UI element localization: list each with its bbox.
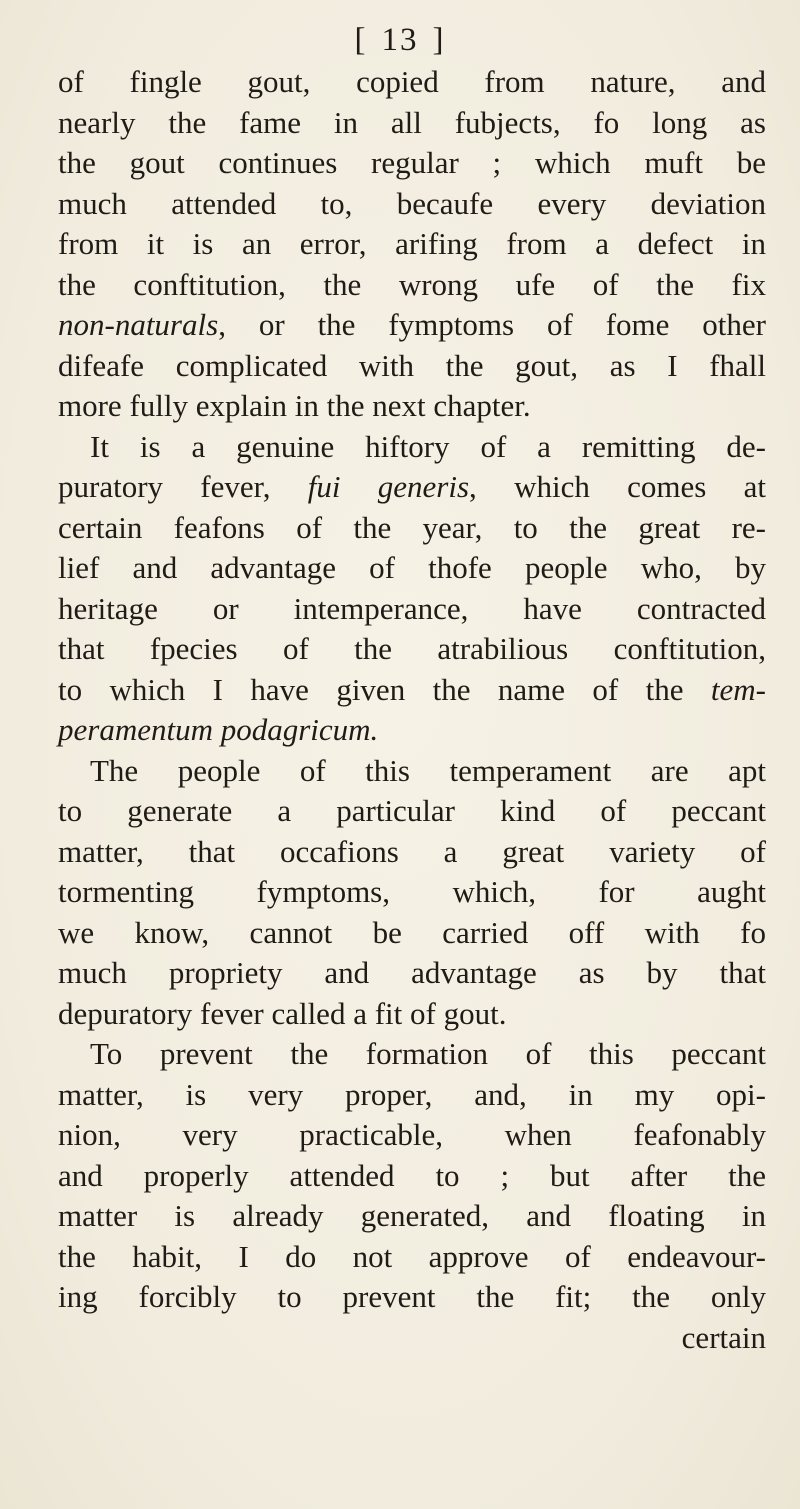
text-line: the habit, I do not approve of endeavour- [58,1238,766,1274]
paragraph-1 [58,62,766,427]
text-line: To prevent the formation of this peccant [90,1036,766,1071]
paragraph-4 [58,1034,766,1318]
text-line [58,670,766,711]
text-line: depuratory fever called a fit of gout. [58,995,507,1031]
text-line: ing forcibly to prevent the fit; the only [58,1279,766,1314]
text-line [58,467,766,508]
text-line: that fpecies of the atrabilious conftitution, [58,631,766,666]
text-line: It is a genuine hiftory of a remitting de- [90,428,766,464]
text-line: matter is already generated, and floating in [58,1198,766,1233]
text-line: to generate a particular kind of peccant [58,793,766,828]
bracket-close: ] [432,22,446,58]
text-line: tormenting fymptoms, which, for aught [58,874,766,909]
italic-term: non-naturals [58,307,219,342]
text-span: , which comes at [469,469,766,504]
body-text [58,62,766,1358]
text-line [58,710,766,751]
text-line: The people of this temperament are apt [90,752,766,788]
page-number [0,22,800,59]
text-span: , or the fymptoms of fome other [218,307,766,342]
text-line: the conftitution, the wrong ufe of the fix [58,266,766,302]
text-line: more fully explain in the next chapter. [58,388,531,423]
page-number-value: 13 [381,22,419,58]
text-line: nion, very practicable, when feafonably [58,1117,766,1152]
text-line: we know, cannot be carried off with fo [58,914,766,950]
text-line [58,305,766,346]
text-line: and properly attended to ; but after the [58,1157,766,1193]
text-line: the gout continues regular ; which muft be [58,145,766,180]
text-line: much attended to, becaufe every deviation [58,185,766,221]
text-line: certain feafons of the year, to the great re- [58,509,766,545]
catchword: certain [681,1319,766,1355]
text-line: difeafe complicated with the gout, as I fhall [58,347,766,383]
text-line: of fingle gout, copied from nature, and [58,64,766,99]
text-span: puratory fever, [58,469,308,504]
text-line: heritage or intemperance, have contracted [58,590,766,626]
text-line: from it is an error, arifing from a defect in [58,226,766,261]
italic-term: tem- [710,671,766,707]
text-line: much propriety and advantage as by that [58,955,766,990]
italic-term: fui generis [307,469,470,504]
text-line: lief and advantage of thofe people who, by [58,550,766,585]
text-line: matter, that occafions a great variety of [58,833,766,869]
bracket-open: [ [354,22,368,58]
text-span: to which I have given the name of the [58,671,711,707]
paragraph-2 [58,427,766,751]
text-line: nearly the fame in all fubjects, fo long as [58,104,766,140]
italic-term: peramentum podagricum. [58,712,379,747]
text-line: matter, is very proper, and, in my opi- [58,1076,766,1112]
paragraph-3 [58,751,766,1035]
